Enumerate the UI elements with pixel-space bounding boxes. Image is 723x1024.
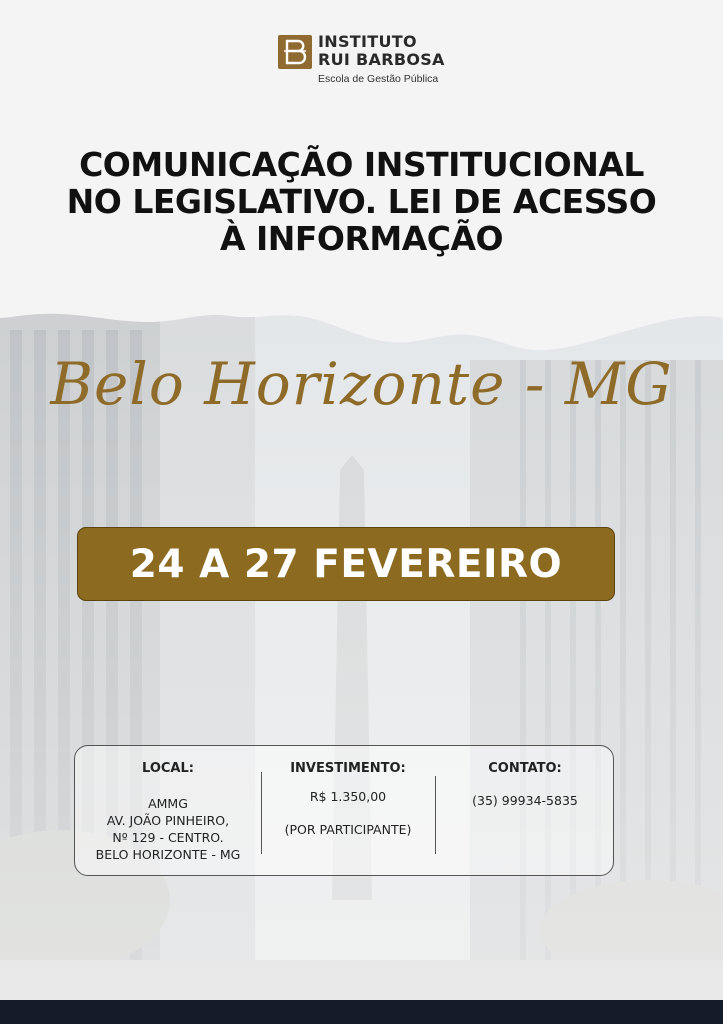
institute-logo	[278, 33, 458, 89]
info-panel	[74, 745, 614, 876]
logo-subtitle: Escola de Gestão Pública	[318, 73, 439, 85]
course-title-line-1: COMUNICAÇÃO INSTITUCIONAL	[79, 145, 644, 184]
logo-line-1: INSTITUTO	[318, 32, 417, 51]
contact-title: CONTATO:	[488, 761, 562, 776]
date-text: 24 A 27 FEVEREIRO	[129, 541, 563, 587]
contact-phone: (35) 99934-5835	[472, 793, 578, 808]
local-column	[75, 746, 261, 863]
investment-price: R$ 1.350,00	[309, 789, 387, 804]
investment-title: INVESTIMENTO:	[290, 761, 406, 776]
city-name: Belo Horizonte - MG	[50, 350, 673, 418]
local-line: AV. JOÃO PINHEIRO,	[106, 813, 230, 828]
local-line: Nº 129 - CENTRO.	[112, 830, 224, 845]
local-title: LOCAL:	[142, 761, 194, 776]
contact-column	[435, 746, 615, 809]
investment-column	[261, 746, 435, 838]
local-line: BELO HORIZONTE - MG	[95, 847, 241, 862]
logo-line-2: RUI BARBOSA	[318, 50, 445, 69]
course-title-line-3: À INFORMAÇÃO	[219, 219, 504, 258]
investment-note: (POR PARTICIPANTE)	[284, 822, 412, 837]
footer-bar	[0, 1000, 723, 1024]
local-address	[75, 795, 261, 863]
local-line: AMMG	[148, 796, 188, 811]
logo-b-icon	[278, 35, 312, 69]
course-title-line-2: NO LEGISLATIVO. LEI DE ACESSO	[66, 182, 657, 221]
date-banner	[77, 527, 615, 601]
course-title	[0, 146, 723, 257]
